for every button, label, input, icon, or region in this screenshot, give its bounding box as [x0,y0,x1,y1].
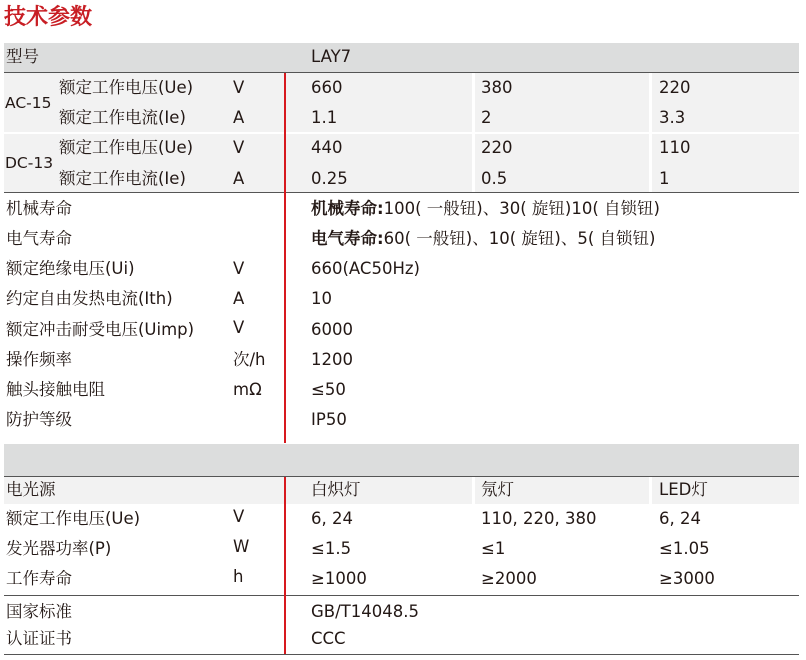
ac15-label: AC-15 [5,94,52,112]
dc13-value: 220 [481,138,513,157]
ac15-value: 3.3 [659,108,686,127]
rule [4,654,799,655]
light-value: 110, 220, 380 [481,509,597,528]
ac15-value: 220 [659,78,691,97]
value-label: 电气寿命: [311,229,384,248]
param-unit: mΩ [233,380,262,399]
rule [4,192,799,193]
light-value: 6, 24 [659,509,701,528]
model-label: 型号 [6,47,39,66]
dc13-unit: A [233,169,245,188]
ac15-value: 380 [481,78,513,97]
param-value: 660(AC50Hz) [311,259,420,278]
dc13-value: 440 [311,138,343,157]
param-label: 防护等级 [6,410,72,429]
param-value: IP50 [311,410,347,429]
value-label: 机械寿命: [311,199,384,218]
ac15-value: 660 [311,78,343,97]
light-value: ≥3000 [659,569,715,588]
param-label: 机械寿命 [6,199,72,218]
blank-band [4,444,799,476]
param-label: 操作频率 [6,350,72,369]
value-text: 100( 一般钮)、30( 旋钮)10( 自锁钮) [383,199,660,218]
dc13-param: 额定工作电流(Ie) [59,169,186,188]
ac15-unit: A [233,108,245,127]
dc13-param: 额定工作电压(Ue) [59,138,194,157]
light-value: ≤1.05 [659,539,710,558]
light-unit: W [233,537,250,556]
light-value: ≥1000 [311,569,367,588]
light-header-value: 白炽灯 [311,480,361,499]
param-unit: 次/h [233,350,266,369]
standard-value: GB/T14048.5 [311,602,419,621]
ac15-value: 1.1 [311,108,338,127]
light-value: 6, 24 [311,509,353,528]
dc13-value: 0.25 [311,169,348,188]
param-unit: V [233,318,245,337]
ac15-param: 额定工作电压(Ue) [59,78,194,97]
col-separator [472,477,475,504]
param-unit: V [233,259,245,278]
param-label: 约定自由发热电流(Ith) [6,289,173,308]
ac15-unit: V [233,78,245,97]
value-text: 60( 一般钮)、10( 旋钮)、5( 自锁钮) [383,229,656,248]
model-row-band [4,43,799,72]
light-value: ≥2000 [481,569,537,588]
dc13-label: DC-13 [5,154,54,172]
rule [4,72,799,73]
light-header-value: LED灯 [659,480,708,499]
dc13-value: 110 [659,138,691,157]
param-value: 6000 [311,320,353,339]
param-label: 额定冲击耐受电压(Uimp) [6,320,195,339]
light-param: 额定工作电压(Ue) [6,509,141,528]
light-value: ≤1.5 [311,539,352,558]
ac15-value: 2 [481,108,492,127]
light-header-label: 电光源 [6,480,56,499]
light-unit: V [233,507,245,526]
param-value [311,199,660,219]
param-label: 额定绝缘电压(Ui) [6,259,135,278]
light-param: 发光器功率(P) [6,539,112,558]
red-divider [284,73,286,443]
model-value: LAY7 [311,47,352,66]
param-value: 10 [311,289,332,308]
light-param: 工作寿命 [6,569,72,588]
param-value: ≤50 [311,380,346,399]
standard-label: 国家标准 [6,602,72,621]
standard-value: CCC [311,629,346,648]
page-title: 技术参数 [4,5,93,30]
param-unit: A [233,289,245,308]
dc13-value: 0.5 [481,169,508,188]
ac15-param: 额定工作电流(Ie) [59,108,186,127]
rule [4,476,799,477]
light-header-value: 氖灯 [481,480,514,499]
standard-label: 认证证书 [6,629,72,648]
param-value [311,229,655,249]
col-separator [649,477,652,504]
param-label: 电气寿命 [6,229,72,248]
dc13-value: 1 [659,169,670,188]
rule [4,132,799,134]
rule [4,595,799,596]
light-value: ≤1 [481,539,506,558]
red-divider [284,477,286,654]
light-unit: h [233,567,244,586]
param-value: 1200 [311,350,353,369]
dc13-unit: V [233,138,245,157]
param-label: 触头接触电阻 [6,380,105,399]
